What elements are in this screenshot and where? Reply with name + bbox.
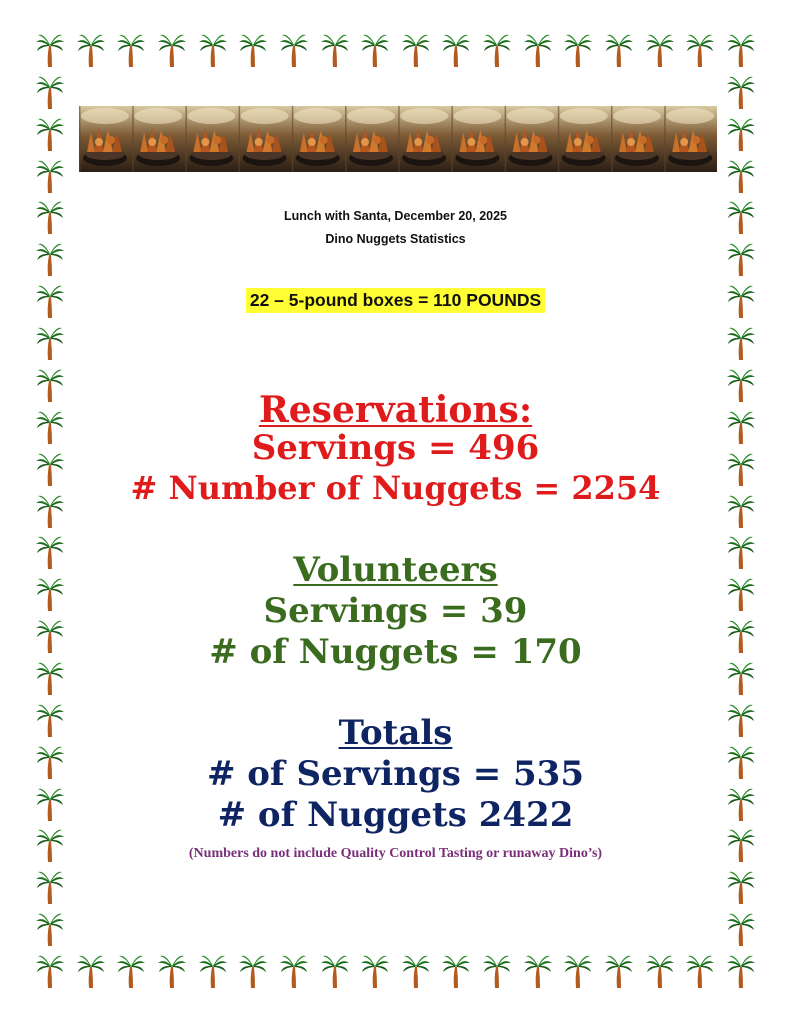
palm-tree-icon (726, 869, 756, 905)
palm-tree-icon (320, 953, 350, 989)
palm-tree-icon (35, 32, 65, 68)
palm-tree-icon (726, 241, 756, 277)
palm-tree-icon (35, 911, 65, 947)
boxes-line: 22 – 5-pound boxes = 110 POUNDS (246, 288, 545, 313)
palm-tree-icon (645, 953, 675, 989)
palm-tree-icon (563, 32, 593, 68)
volunteers-servings: Servings = 39 (263, 591, 528, 631)
palm-tree-icon (360, 953, 390, 989)
nugget-platter-banner (79, 106, 717, 172)
palm-tree-icon (482, 953, 512, 989)
palm-tree-icon (198, 32, 228, 68)
palm-tree-icon (441, 32, 471, 68)
palm-tree-icon (35, 241, 65, 277)
palm-tree-icon (685, 953, 715, 989)
palm-tree-icon (604, 32, 634, 68)
palm-tree-icon (685, 32, 715, 68)
palm-tree-icon (35, 158, 65, 194)
totals-heading: Totals (338, 713, 453, 753)
palm-tree-icon (401, 953, 431, 989)
palm-tree-icon (523, 953, 553, 989)
reservations-nuggets: # Number of Nuggets = 2254 (130, 469, 661, 507)
reservations-servings: Servings = 496 (251, 428, 540, 468)
palm-tree-icon (523, 32, 553, 68)
palm-tree-icon (157, 953, 187, 989)
palm-tree-icon (35, 325, 65, 361)
volunteers-heading: Volunteers (293, 550, 498, 590)
palm-tree-icon (726, 325, 756, 361)
event-subtitle: Dino Nuggets Statistics (325, 232, 466, 246)
palm-tree-icon (76, 32, 106, 68)
volunteers-nuggets: # of Nuggets = 170 (209, 632, 582, 672)
palm-tree-icon (726, 32, 756, 68)
palm-tree-icon (116, 32, 146, 68)
palm-tree-icon (563, 953, 593, 989)
palm-tree-icon (279, 32, 309, 68)
palm-tree-icon (726, 953, 756, 989)
totals-servings: # of Servings = 535 (206, 754, 584, 794)
palm-tree-icon (76, 953, 106, 989)
palm-tree-icon (35, 116, 65, 152)
palm-tree-icon (279, 953, 309, 989)
palm-tree-icon (320, 32, 350, 68)
palm-tree-icon (198, 953, 228, 989)
palm-tree-icon (726, 116, 756, 152)
palm-tree-icon (401, 32, 431, 68)
palm-tree-icon (238, 32, 268, 68)
palm-tree-icon (604, 953, 634, 989)
palm-tree-icon (157, 32, 187, 68)
footnote: (Numbers do not include Quality Control Tasting or runaway Dino’s) (188, 846, 603, 861)
palm-tree-icon (726, 158, 756, 194)
palm-tree-icon (482, 32, 512, 68)
palm-tree-icon (35, 869, 65, 905)
totals-nuggets: # of Nuggets 2422 (217, 795, 574, 835)
event-title: Lunch with Santa, December 20, 2025 (284, 209, 507, 223)
palm-tree-icon (441, 953, 471, 989)
reservations-heading: Reservations: (258, 389, 533, 431)
palm-tree-icon (238, 953, 268, 989)
palm-tree-icon (116, 953, 146, 989)
palm-tree-icon (726, 74, 756, 110)
palm-tree-icon (645, 32, 675, 68)
nugget-platter-image (79, 106, 717, 172)
palm-tree-icon (360, 32, 390, 68)
palm-tree-icon (35, 953, 65, 989)
palm-tree-icon (35, 74, 65, 110)
boxes-line-wrap (0, 288, 791, 313)
palm-tree-icon (726, 911, 756, 947)
